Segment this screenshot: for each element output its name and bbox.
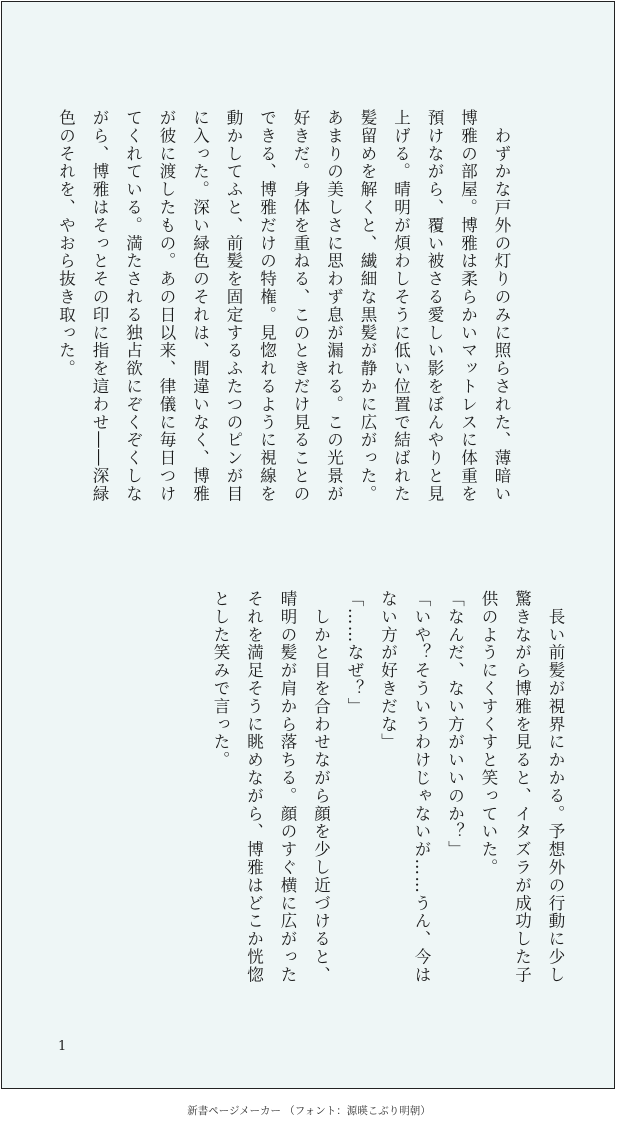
text-line: あまりの美しさに思わず息が漏れる。この光景が xyxy=(324,109,344,503)
text-line: 「……なぜ？」 xyxy=(345,590,364,716)
text-line: 驚きながら博雅を見ると、イタズラが成功した子 xyxy=(512,590,532,984)
text-block-top xyxy=(49,109,518,529)
page-number: 1 xyxy=(58,1039,67,1054)
text-line: 色のそれを、やおら抜き取った。 xyxy=(56,109,76,378)
text-line: に入った。深い緑色のそれは、間違いなく、博雅 xyxy=(190,109,210,503)
text-block-bottom xyxy=(204,590,573,1010)
text-line: てくれている。満たされる独占欲にぞくぞくしな xyxy=(123,109,143,503)
text-line: 博雅の部屋。博雅は柔らかいマットレスに体重を xyxy=(458,109,478,503)
text-line: しかと目を合わせながら顔を少し近づけると、 xyxy=(311,590,331,984)
text-line: 髪留めを解くと、繊細な黒髪が静かに広がった。 xyxy=(358,109,377,503)
text-line: わずかな戸外の灯りのみに照らされた、薄暗い xyxy=(492,109,511,503)
text-line: できる、博雅だけの特権。見惚れるように視線を xyxy=(257,109,277,503)
text-line: ない方が好きだな」 xyxy=(378,590,398,752)
footer-credit: 新書ページメーカー （フォント：源暎こぶり明朝） xyxy=(187,1105,431,1117)
text-line: 上げる。晴明が煩わしそうに低い位置で結ばれた xyxy=(391,109,411,503)
text-line: 預けながら、覆い被さる愛しい影をぼんやりと見 xyxy=(425,109,444,503)
text-line: が彼に渡したもの。あの日以来、律儀に毎日つけ xyxy=(157,109,176,503)
text-line: とした笑みで言った。 xyxy=(211,590,230,769)
text-line: 「なんだ、ない方がいいのか？」 xyxy=(445,590,465,859)
text-line: 好きだ。身体を重ねる、このときだけ見ることの xyxy=(291,109,310,503)
text-line: 「いや？そういうわけじゃないが……うん、今は xyxy=(412,590,431,984)
text-line: 動かしてふと、前髪を固定するふたつのピンが目 xyxy=(224,109,243,503)
text-line: 長い前髪が視界にかかる。予想外の行動に少し xyxy=(546,590,565,984)
novel-page xyxy=(1,1,615,1089)
text-line: 晴明の髪が肩から落ちる。顔のすぐ横に広がった xyxy=(278,590,297,984)
text-line: 供のようにくすくすと笑っていた。 xyxy=(479,590,498,877)
text-line: それを満足そうに眺めながら、博雅はどこか恍惚 xyxy=(244,590,264,984)
text-line: がら、博雅はそっとその印に指を這わせ――深緑 xyxy=(90,109,109,503)
